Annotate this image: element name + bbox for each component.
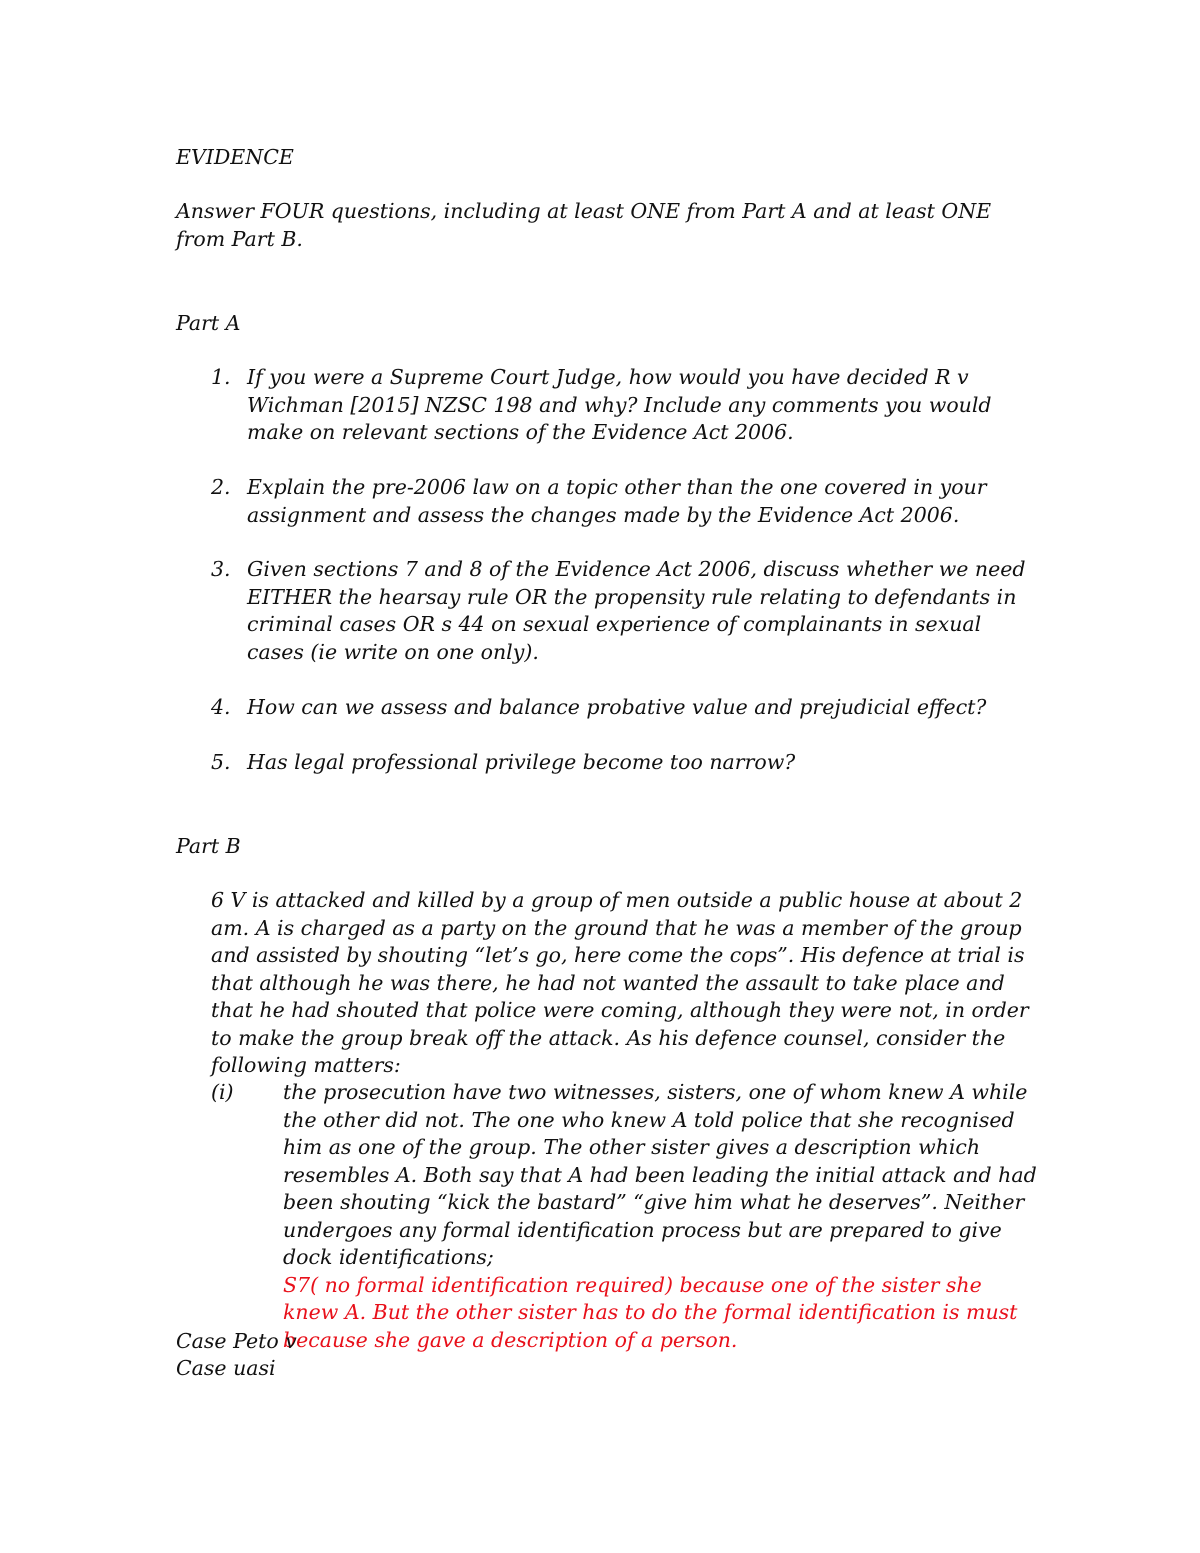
case-note-2: Case uasi [176,1356,276,1380]
question-number: 1. [211,365,231,389]
question-3 [211,556,1031,666]
part-b-heading: Part B [176,834,241,858]
sub-item-number: (i) [211,1080,234,1104]
question-2 [211,474,1031,529]
question-text: Has legal professional privilege become too narrow? [247,750,796,774]
question-5 [211,749,1031,777]
sub-item-text: the prosecution have two witnesses, sisters, one of whom knew A while the other did not. The one who knew A told police that she recognised him as one of the group. The other sister gives a description which resembles A. Both say that A had been leading the initial attack and had been shouting “kick the bastard” “give him what he deserves”. Neither undergoes any formal identification process but are prepared to give dock identifications; [283,1080,1037,1269]
red-annotation: S7( no formal identification required) because one of the sister she knew A. But the other sister has to do the formal identification is must because she gave a description of a person. [283,1272,1018,1352]
exam-instructions: Answer FOUR questions, including at least ONE from Part A and at least ONE from Part B. [176,199,992,251]
question-number: 2. [211,475,231,499]
case-note-1: Case Peto v [176,1329,297,1353]
document-title: EVIDENCE [176,145,294,169]
question-6: 6 V is attacked and killed by a group of men outside a public house at about 2 am. A is charged as a party on the ground that he was a member of the group and assisted by shouting “let’s go, here come the cops”. His defence at trial is that although he was there, he had not wanted the assault to take place and that he had shouted that police were coming, although they were not, in order to make the group break off the attack. As his defence counsel, consider the following matters: [211,888,1029,1077]
question-text: If you were a Supreme Court Judge, how would you have decided R v Wichman [2015] NZSC 198 and why? Include any comments you would make on relevant sections of the Evidence Act 2006. [247,365,992,444]
part-a-heading: Part A [176,311,241,335]
question-text: How can we assess and balance probative value and prejudicial effect? [247,695,987,719]
question-6-item-i [211,1079,1041,1354]
question-text: Explain the pre-2006 law on a topic other than the one covered in your assignment and assess the changes made by the Evidence Act 2006. [247,475,987,527]
question-4 [211,694,1031,722]
question-number: 3. [211,557,231,581]
question-number: 4. [211,695,231,719]
question-number: 5. [211,750,231,774]
question-text: Given sections 7 and 8 of the Evidence Act 2006, discuss whether we need EITHER the hearsay rule OR the propensity rule relating to defendants in criminal cases OR s 44 on sexual experience of complainants in sexual cases (ie write on one only). [247,557,1026,664]
question-1 [211,364,1031,447]
